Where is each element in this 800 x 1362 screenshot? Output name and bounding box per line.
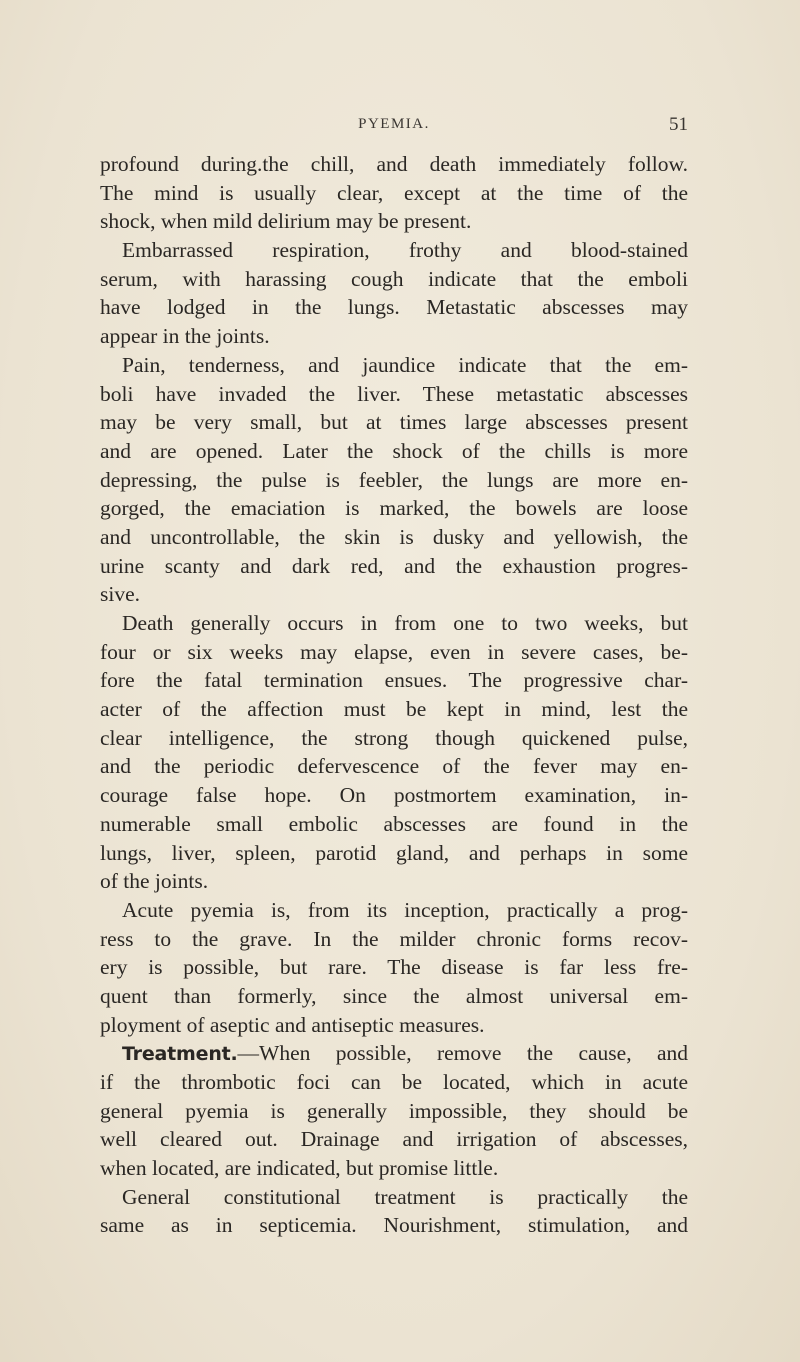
text-line <box>100 351 688 380</box>
text-line <box>100 466 688 495</box>
text-line <box>100 1154 688 1183</box>
text-line <box>100 666 688 695</box>
line-text: Death generally occurs in from one to two weeks, but <box>122 611 688 635</box>
text-line <box>100 695 688 724</box>
line-text: General constitutional treatment is practically the <box>122 1184 688 1209</box>
line-text: Pain, tenderness, and jaundice indicate that the em- <box>122 352 688 377</box>
text-line <box>100 552 688 581</box>
section-heading: Treatment. <box>122 1043 238 1066</box>
line-text: boli have invaded the liver. These metastatic abscesses <box>100 381 688 406</box>
running-title: PYEMIA. <box>358 116 430 132</box>
line-text: if the thrombotic foci can be located, which in acute <box>100 1070 688 1094</box>
text-line <box>100 896 688 925</box>
line-text: clear intelligence, the strong though quickened pulse, <box>100 725 688 750</box>
text-line <box>100 867 688 896</box>
text-line <box>100 953 688 982</box>
line-text: may be very small, but at times large abscesses present <box>100 410 688 435</box>
line-text: ress to the grave. In the milder chronic forms recov- <box>100 926 688 951</box>
text-line <box>100 1011 688 1040</box>
line-text: have lodged in the lungs. Metastatic abscesses may <box>100 295 688 320</box>
line-text: appear in the joints. <box>100 324 270 349</box>
line-text: gorged, the emaciation is marked, the bowels are loose <box>100 496 688 521</box>
line-text: quent than formerly, since the almost universal em- <box>100 983 688 1008</box>
text-line <box>100 609 688 638</box>
text-line <box>100 1183 688 1212</box>
text-line <box>100 638 688 667</box>
text-line <box>100 982 688 1011</box>
text-line <box>100 781 688 810</box>
line-text: acter of the affection must be kept in mind, lest the <box>100 697 688 722</box>
text-line <box>100 1211 688 1240</box>
text-line <box>100 236 688 265</box>
body-text <box>100 150 688 1240</box>
text-line <box>100 293 688 322</box>
line-text: Embarrassed respiration, frothy and blood-stained <box>122 238 688 263</box>
text-line <box>100 494 688 523</box>
text-line <box>100 1097 688 1126</box>
line-text: lungs, liver, spleen, parotid gland, and perhaps in some <box>100 840 688 865</box>
text-line <box>100 207 688 236</box>
line-text: —When possible, remove the cause, and <box>237 1041 688 1066</box>
line-text: and the periodic defervescence of the fever may en- <box>100 754 688 779</box>
text-line <box>100 752 688 781</box>
line-text: serum, with harassing cough indicate that the emboli <box>100 266 688 291</box>
text-line <box>100 437 688 466</box>
line-text: urine scanty and dark red, and the exhaustion progres- <box>100 553 688 578</box>
text-line <box>100 265 688 294</box>
text-line <box>100 839 688 868</box>
line-text: profound during.the chill, and death immediately follow. <box>100 152 688 176</box>
text-line <box>100 408 688 437</box>
line-text: depressing, the pulse is feebler, the lungs are more en- <box>100 467 688 492</box>
text-line <box>100 150 688 179</box>
line-text: fore the fatal termination ensues. The progressive char- <box>100 668 688 693</box>
text-line <box>100 523 688 552</box>
line-text: Acute pyemia is, from its inception, practically a prog- <box>122 897 688 922</box>
text-line <box>100 580 688 609</box>
text-line <box>100 380 688 409</box>
line-text: and are opened. Later the shock of the chills is more <box>100 438 688 463</box>
running-head <box>100 116 688 140</box>
line-text: numerable small embolic abscesses are found in the <box>100 811 688 836</box>
line-text: when located, are indicated, but promise little. <box>100 1156 499 1181</box>
text-line <box>100 810 688 839</box>
line-text: shock, when mild delirium may be present. <box>100 209 472 234</box>
text-line <box>100 1039 688 1068</box>
line-text: same as in septicemia. Nourishment, stimulation, and <box>100 1213 688 1238</box>
line-text: well cleared out. Drainage and irrigation of abscesses, <box>100 1127 688 1152</box>
line-text: The mind is usually clear, except at the time of the <box>100 180 688 205</box>
line-text: and uncontrollable, the skin is dusky and yellowish, the <box>100 524 688 549</box>
page-number: 51 <box>669 114 688 135</box>
text-line <box>100 724 688 753</box>
line-text: courage false hope. On postmortem examination, in- <box>100 783 688 808</box>
line-text: sive. <box>100 582 141 607</box>
text-line <box>100 179 688 208</box>
text-line <box>100 322 688 351</box>
line-text: four or six weeks may elapse, even in severe cases, be- <box>100 639 688 664</box>
text-line <box>100 925 688 954</box>
text-line <box>100 1068 688 1097</box>
line-text: ery is possible, but rare. The disease is far less fre- <box>100 955 688 980</box>
text-line <box>100 1125 688 1154</box>
line-text: ployment of aseptic and antiseptic measures. <box>100 1012 485 1037</box>
line-text: general pyemia is generally impossible, they should be <box>100 1098 688 1123</box>
line-text: of the joints. <box>100 869 209 894</box>
